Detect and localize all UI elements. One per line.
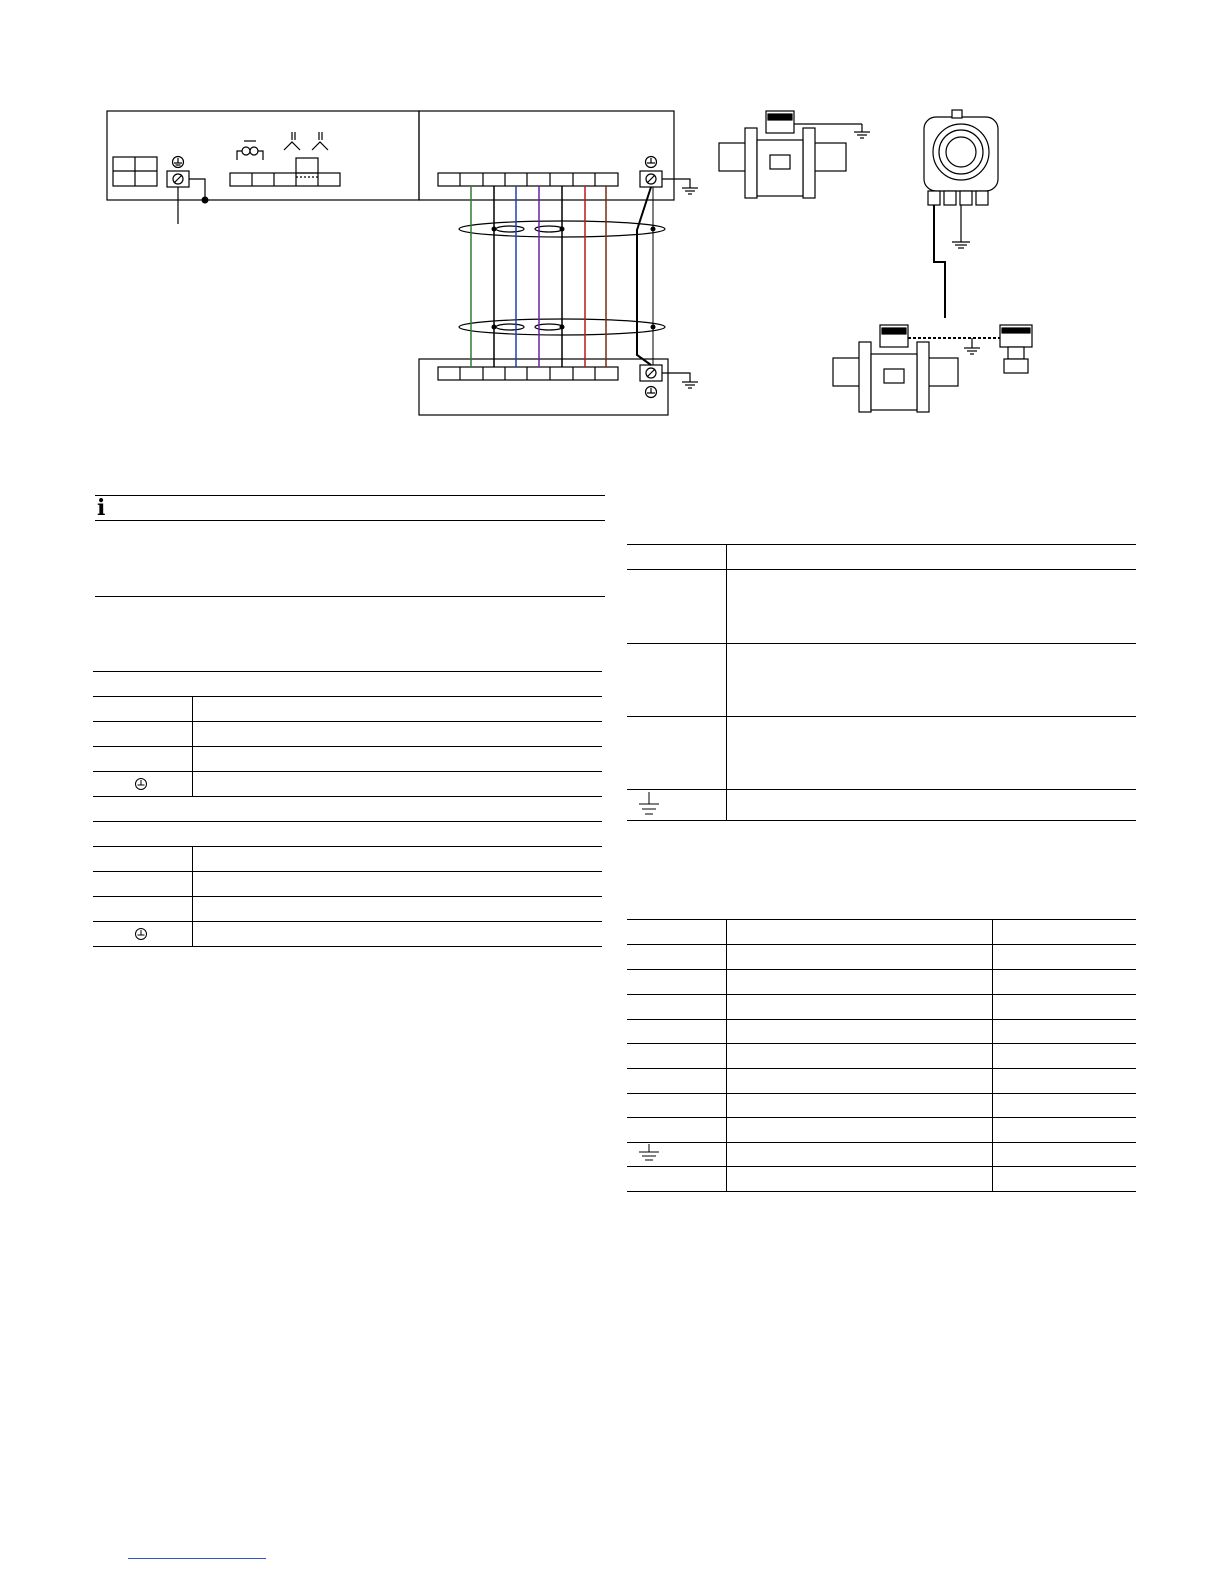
ground-symbol-icon — [636, 790, 662, 818]
ground-terminal-icon — [167, 157, 189, 188]
footer-link[interactable] — [128, 1558, 266, 1559]
ground-symbol-icon — [636, 1143, 662, 1165]
info-icon: i — [97, 495, 106, 521]
optocoupler-icon — [284, 132, 328, 150]
current-source-icon — [237, 141, 263, 160]
remote-sensor-assembly — [833, 325, 1032, 412]
ground-terminal-icon — [134, 927, 148, 941]
ground-terminal-icon — [134, 777, 148, 791]
cable-connection-box-top — [419, 111, 674, 200]
wiring-diagram — [0, 0, 1224, 440]
pressure-transmitter-icon — [1000, 325, 1032, 373]
transmitter-housing-icon — [924, 110, 998, 318]
flowmeter-sensor-icon — [719, 111, 870, 198]
output-terminal-block — [230, 173, 340, 186]
